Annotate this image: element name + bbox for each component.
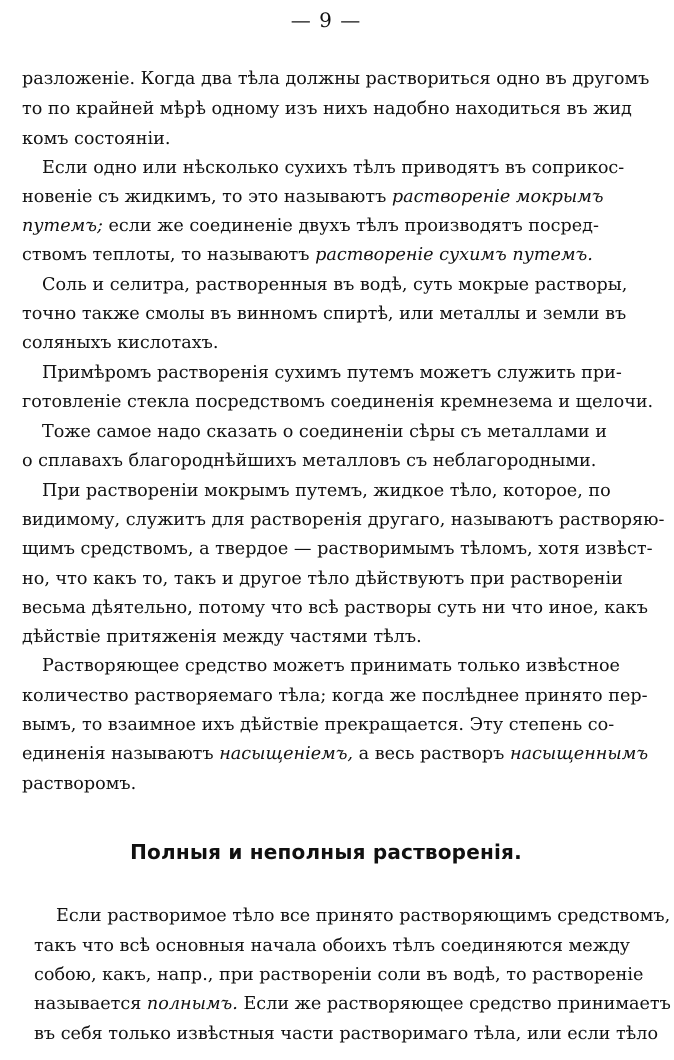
text-line: то по крайней мѣрѣ одному изъ нихъ надобно находиться въ жид [22,99,632,119]
text-line: растворомъ. [22,774,137,794]
text-line: Растворяющее средство можетъ принимать только извѣстное [42,656,620,676]
section-heading: Полныя и неполныя растворенiя. [130,840,522,864]
text-line: въ себя только извѣстныя части растворимаго тѣла, или если тѣло [34,1024,659,1044]
text-line: весьма дѣятельно, потому что всѣ растворы суть ни что иное, какъ [22,598,648,618]
text-line: Примѣромъ растворенiя сухимъ путемъ можетъ служить при- [42,363,622,383]
text-line: новенiе съ жидкимъ, то это называютъ растворенiе мокрымъ [22,187,604,207]
text-line: При растворенiи мокрымъ путемъ, жидкое тѣло, которое, по [42,481,611,501]
text-line: точно также смолы въ винномъ спиртѣ, или металлы и земли въ [22,304,627,324]
text-line: разложенiе. Когда два тѣла должны раствориться одно въ другомъ [22,69,650,89]
text-line: количество растворяемаго тѣла; когда же послѣднее принято пер- [22,686,648,706]
text-line: вымъ, то взаимное ихъ дѣйствiе прекращается. Эту степень со- [22,715,615,735]
italic-term: путемъ; [22,216,103,236]
text-line: видимому, служитъ для растворенiя другаго, называютъ растворяю- [22,510,665,530]
italic-term: насыщеннымъ [509,744,649,764]
text-line: Соль и селитра, растворенныя въ водѣ, суть мокрые растворы, [42,275,628,295]
text-line: дѣйствiе притяженiя между частями тѣлъ. [22,627,422,647]
text-line: единенiя называютъ насыщенiемъ, а весь растворъ насыщеннымъ [22,744,649,764]
text-line: называется полнымъ. Если же растворяющее средство принимаетъ [34,994,671,1014]
text-line: собою, какъ, напр., при растворенiи соли въ водѣ, то растворенiе [34,965,644,985]
text-line: ствомъ теплоты, то называютъ растворенiе сухимъ путемъ. [22,245,593,265]
italic-term: насыщенiемъ, [219,744,354,764]
italic-term: полнымъ. [146,994,238,1014]
italic-term: растворенiе сухимъ путемъ. [315,245,593,265]
italic-term: растворенiе мокрымъ [391,187,604,207]
text-line: Если растворимое тѣло все принято растворяющимъ средствомъ, [56,906,671,926]
text-line: о сплавахъ благороднѣйшихъ металловъ съ неблагородными. [22,451,597,471]
text-line: комъ состоянiи. [22,129,171,149]
text-line: путемъ; если же соединенiе двухъ тѣлъ производятъ посред- [22,216,599,236]
text-line: но, что какъ то, такъ и другое тѣло дѣйствуютъ при растворенiи [22,569,623,589]
text-line: готовленiе стекла посредствомъ соединенiя кремнезема и щелочи. [22,392,654,412]
text-line: такъ что всѣ основныя начала обоихъ тѣлъ соединяются между [34,936,631,956]
page-number: — 9 — [290,8,362,32]
text-line: Тоже самое надо сказать о соединенiи сѣры съ металлами и [42,422,607,442]
text-line: щимъ средствомъ, а твердое — растворимымъ тѣломъ, хотя извѣст- [22,539,653,559]
text-line: Если одно или нѣсколько сухихъ тѣлъ приводятъ въ соприкос- [42,158,625,178]
text-line: соляныхъ кислотахъ. [22,333,219,353]
